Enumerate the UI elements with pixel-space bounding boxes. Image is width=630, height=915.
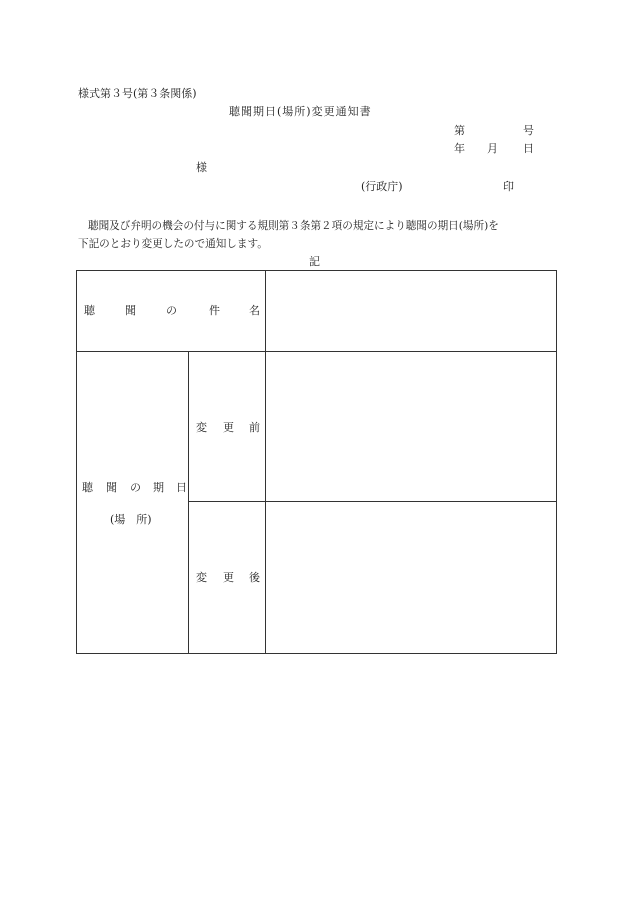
case-name-char-3: の (166, 304, 177, 317)
date-day: 日 (523, 142, 534, 155)
case-name-char-4: 件 (209, 304, 220, 317)
before-char-1: 変 (196, 421, 207, 434)
after-char-2: 更 (223, 571, 234, 584)
case-name-char-5: 名 (249, 304, 260, 317)
after-char-3: 後 (249, 571, 260, 584)
notice-table (76, 270, 557, 654)
reference-no-suffix: 号 (523, 124, 534, 137)
before-char-2: 更 (223, 421, 234, 434)
date-month: 月 (487, 142, 498, 155)
hearing-date-char-2: 聞 (106, 481, 117, 494)
hearing-place-label: (場 所) (110, 513, 152, 526)
body-line-1: 聴聞及び弁明の機会の付与に関する規則第３条第２項の規定により聴聞の期日(場所)を (88, 220, 499, 232)
before-char-3: 前 (249, 421, 260, 434)
document-title: 聴聞期日(場所)変更通知書 (229, 105, 372, 118)
hearing-date-char-4: 期 (153, 481, 164, 494)
sender-agency: (行政庁) (361, 180, 403, 193)
addressee-honorific: 様 (196, 161, 207, 174)
hearing-date-char-5: 日 (176, 481, 187, 494)
table-divider-value-col (265, 270, 266, 654)
table-divider-before-after (188, 501, 557, 502)
after-char-1: 変 (196, 571, 207, 584)
hearing-date-char-1: 聴 (82, 481, 93, 494)
case-name-char-1: 聴 (84, 304, 95, 317)
table-divider-row1 (76, 351, 557, 352)
body-line-2: 下記のとおり変更したので通知します。 (78, 238, 268, 250)
ki-marker: 記 (309, 255, 320, 268)
hearing-date-char-3: の (130, 481, 141, 494)
case-name-char-2: 聞 (125, 304, 136, 317)
date-year: 年 (454, 142, 465, 155)
form-number: 様式第３号(第３条関係) (78, 87, 197, 100)
sender-seal: 印 (503, 180, 514, 193)
reference-no-prefix: 第 (454, 124, 465, 137)
table-divider-label-col (188, 351, 189, 654)
